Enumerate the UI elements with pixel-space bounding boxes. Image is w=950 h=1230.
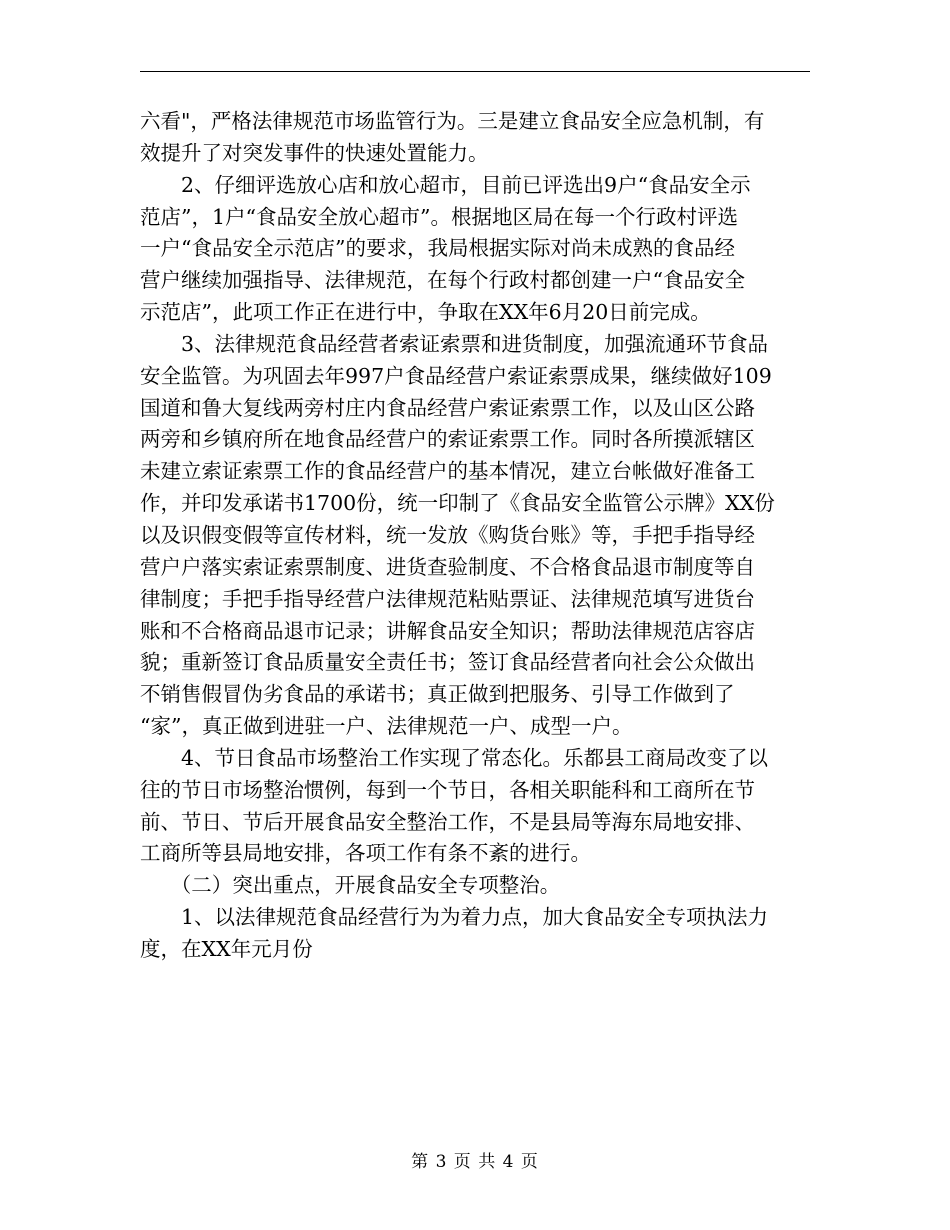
text-line: 账和不合格商品退市记录；讲解食品安全知识；帮助法律规范店容店	[140, 618, 755, 643]
paragraph-4-line: 4、节日食品市场整治工作实现了常态化。乐都县工商局改变了以	[140, 745, 769, 770]
paragraph-5-line: 1、以法律规范食品经营行为为着力点，加大食品安全专项执法力	[140, 905, 769, 930]
section-heading: （二）突出重点，开展食品安全专项整治。	[140, 873, 561, 898]
text-line: 貌；重新签订食品质量安全责任书；签订食品经营者向社会公众做出	[140, 650, 755, 675]
text-line: 范店”，1户“食品安全放心超市”。根据地区局在每一个行政村评选	[140, 204, 738, 229]
text-line: 不销售假冒伪劣食品的承诺书；真正做到把服务、引导工作做到了	[140, 682, 735, 707]
text-line: 度，在XX年元月份	[140, 936, 313, 961]
text-line: 营户户落实索证索票制度、进货查验制度、不合格食品退市制度等自	[140, 554, 755, 579]
text-line: 一户“食品安全示范店”的要求，我局根据实际对尚未成熟的食品经	[140, 236, 735, 261]
text-line: 安全监管。为巩固去年997户食品经营户索证索票成果，继续做好109	[140, 363, 772, 388]
header-rule	[140, 71, 810, 72]
text-line: 营户继续加强指导、法律规范，在每个行政村都创建一户“食品安全	[140, 268, 745, 293]
text-line: 前、节日、节后开展食品安全整治工作，不是县局等海东局地安排、	[140, 809, 755, 834]
text-line: 工商所等县局地安排，各项工作有条不紊的进行。	[140, 841, 591, 866]
text-line: 效提升了对突发事件的快速处置能力。	[140, 140, 489, 165]
text-line: 未建立索证索票工作的食品经营户的基本情况，建立台帐做好准备工	[140, 459, 755, 484]
text-line: 两旁和乡镇府所在地食品经营户的索证索票工作。同时各所摸派辖区	[140, 427, 755, 452]
page-number-footer: 第 3 页 共 4 页	[411, 1152, 539, 1172]
text-line: 律制度；手把手指导经营户法律规范粘贴票证、法律规范填写进货台	[140, 586, 755, 611]
text-line: 作，并印发承诺书1700份，统一印制了《食品安全监管公示牌》XX份	[140, 491, 775, 516]
text-line: 国道和鲁大复线两旁村庄内食品经营户索证索票工作，以及山区公路	[140, 395, 755, 420]
document-body	[140, 106, 810, 966]
paragraph-2-line: 2、仔细评选放心店和放心超市，目前已评选出9户“食品安全示	[140, 172, 751, 197]
paragraph-3-line: 3、法律规范食品经营者索证索票和进货制度，加强流通环节食品	[140, 331, 769, 356]
text-line: 六看"，严格法律规范市场监管行为。三是建立食品安全应急机制，有	[140, 109, 765, 133]
text-line: “家”，真正做到进驻一户、法律规范一户、成型一户。	[140, 714, 633, 739]
text-line: 以及识假变假等宣传材料，统一发放《购货台账》等，手把手指导经	[140, 522, 755, 547]
text-line: 往的节日市场整治惯例，每到一个节日，各相关职能科和工商所在节	[140, 777, 755, 802]
text-line: 示范店”，此项工作正在进行中，争取在XX年6月20日前完成。	[140, 300, 711, 325]
